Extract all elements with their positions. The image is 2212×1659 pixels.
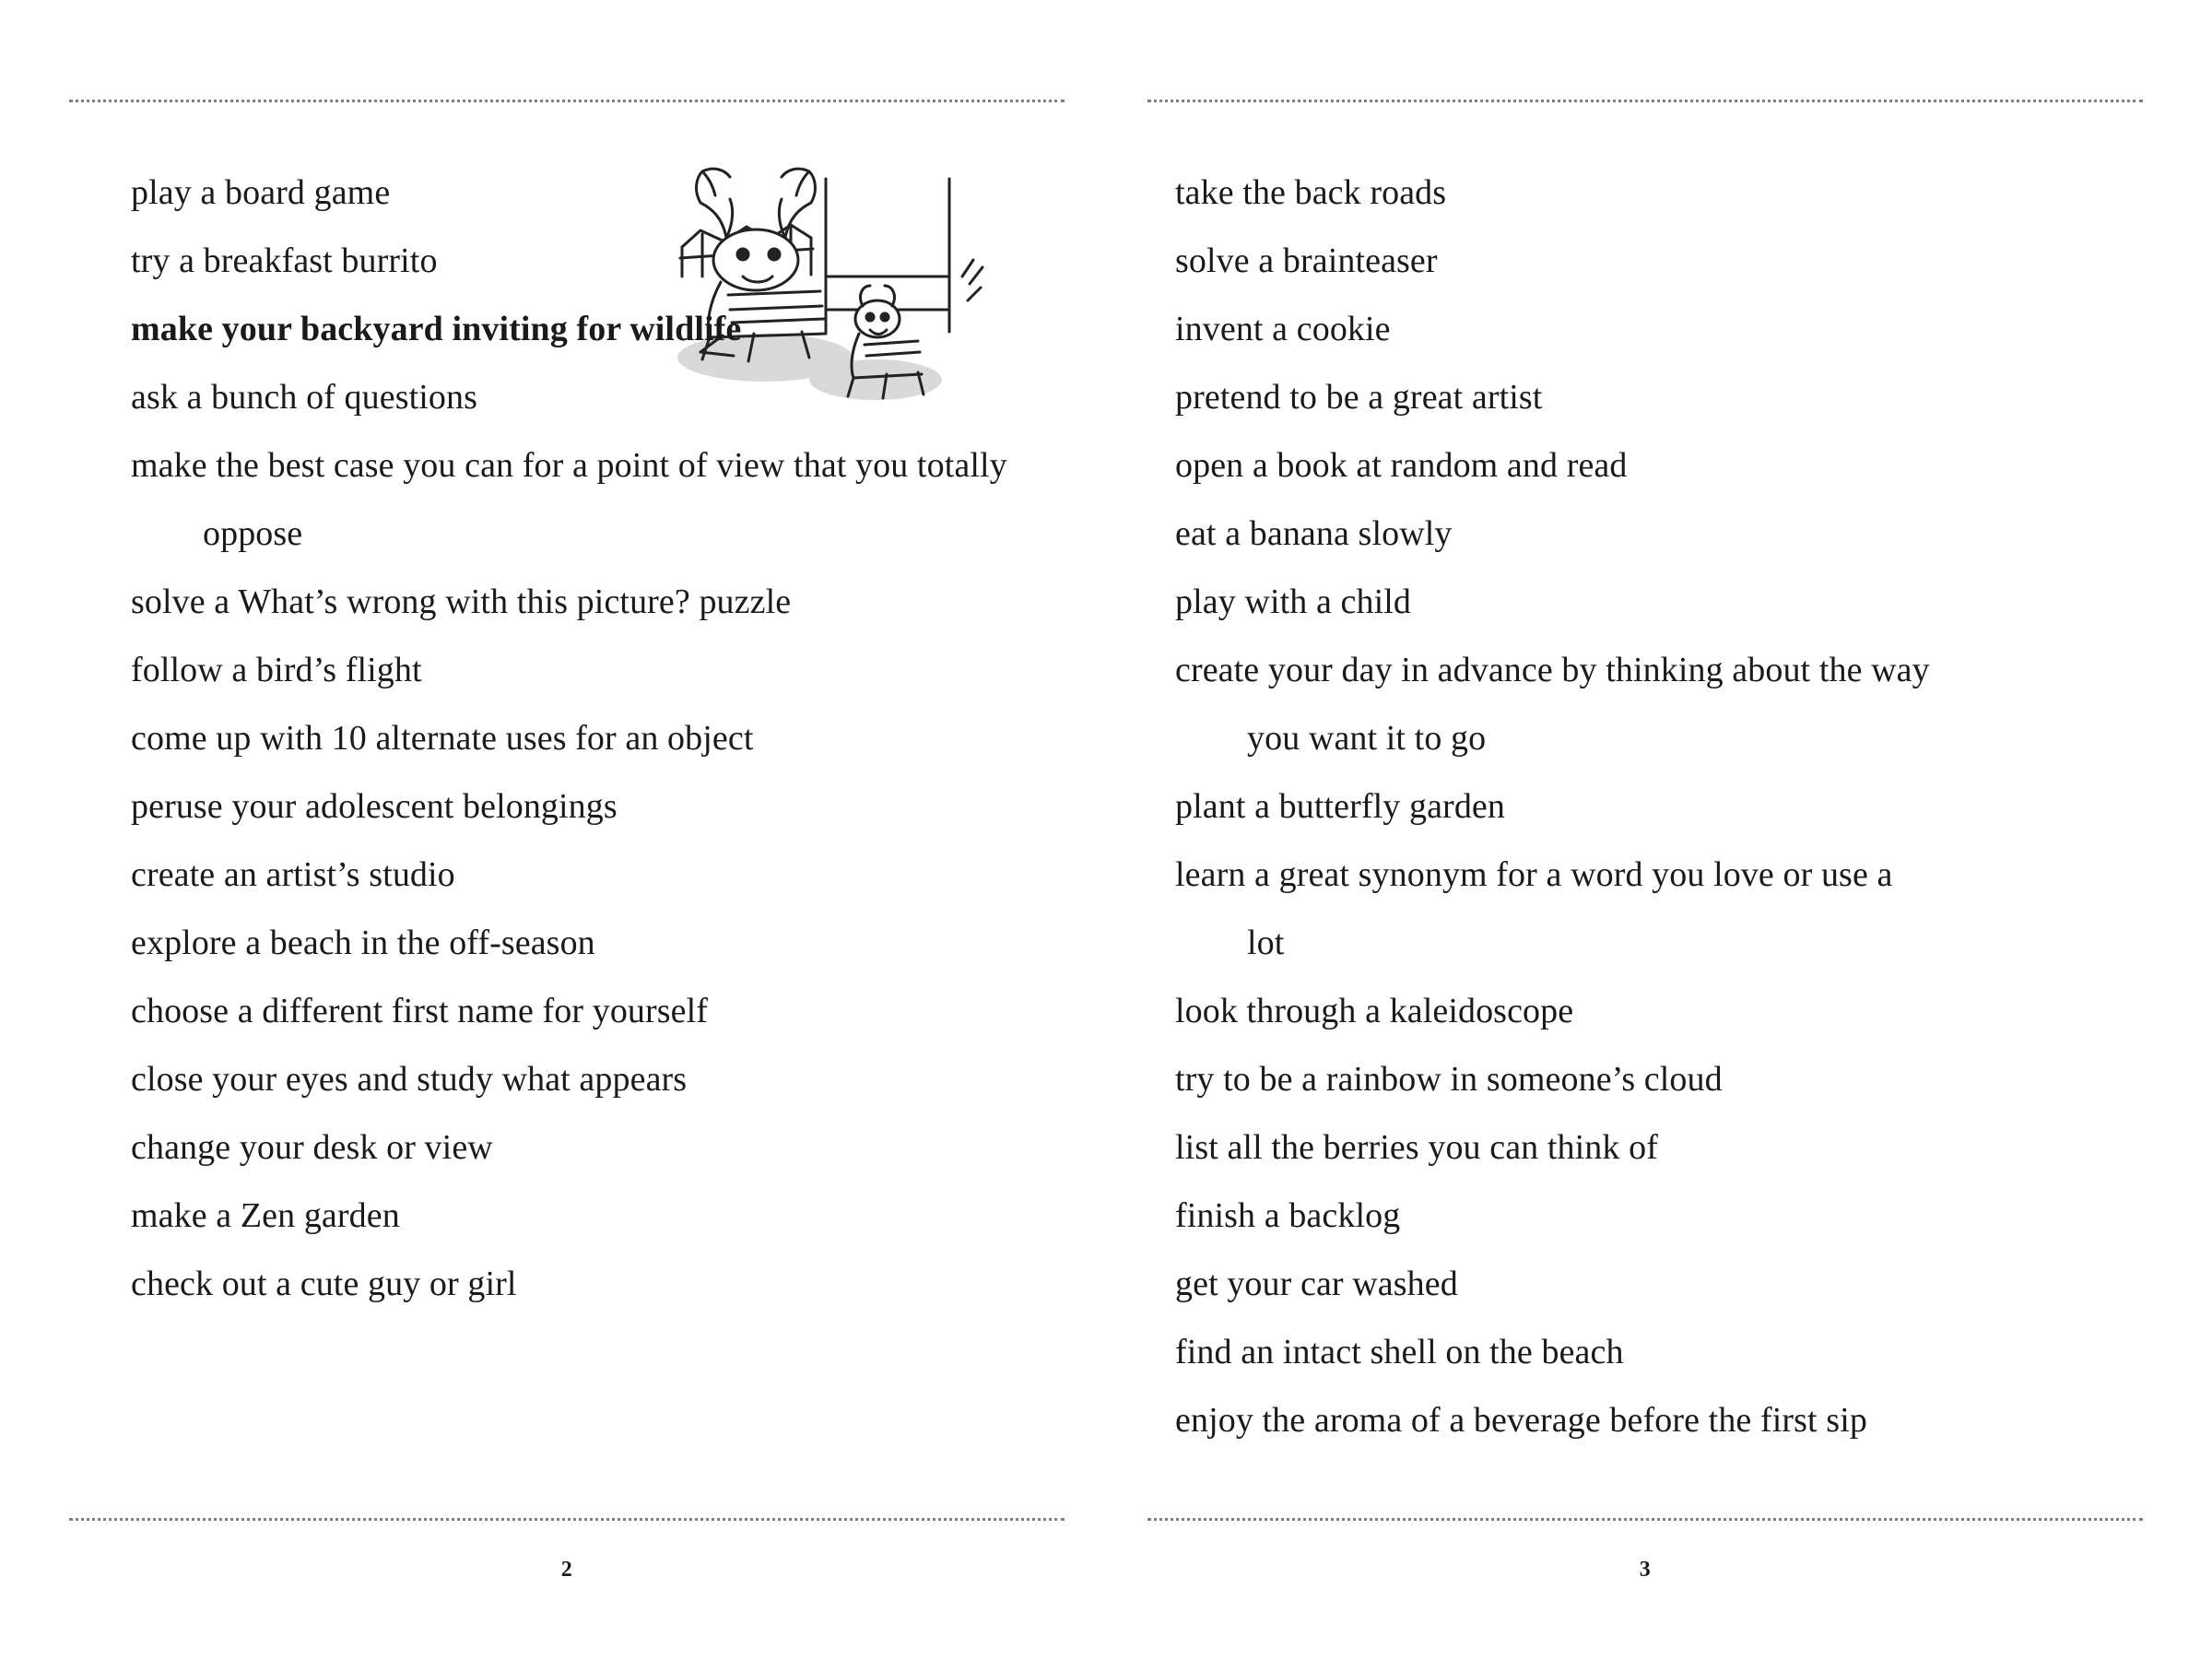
list-item-highlighted: make your backyard inviting for wildlife — [131, 310, 742, 348]
list-item: try a breakfast burrito — [131, 241, 438, 280]
list-item: make a Zen garden — [131, 1196, 400, 1235]
list-item: take the back roads — [1175, 173, 1447, 212]
activity-list-page-3 — [1175, 159, 1931, 1454]
list-item: get your car washed — [1175, 1265, 1458, 1303]
list-item: create an artist’s studio — [131, 855, 455, 894]
page-right — [1106, 0, 2212, 1659]
list-item: look through a kaleidoscope — [1175, 992, 1574, 1030]
list-item: peruse your adolescent belongings — [131, 787, 618, 826]
list-item: open a book at random and read — [1175, 446, 1628, 485]
list-item: solve a brainteaser — [1175, 241, 1438, 280]
list-item: play with a child — [1175, 582, 1412, 621]
list-item: follow a bird’s flight — [131, 651, 422, 689]
list-item: pretend to be a great artist — [1175, 378, 1543, 417]
list-item: come up with 10 alternate uses for an object — [131, 719, 754, 758]
list-item: make the best case you can for a point of view that you totally oppose — [131, 446, 1007, 553]
page-right-bottom-rule — [1147, 1518, 2143, 1521]
list-item: list all the berries you can think of — [1175, 1128, 1658, 1167]
list-item: change your desk or view — [131, 1128, 493, 1167]
list-item: create your day in advance by thinking about the way you want it to go — [1175, 651, 1930, 758]
page-number-right: 3 — [1639, 1558, 1652, 1582]
list-item: explore a beach in the off-season — [131, 924, 595, 962]
list-item: try to be a rainbow in someone’s cloud — [1175, 1060, 1723, 1099]
page-right-content — [1106, 0, 2212, 1659]
list-item: play a board game — [131, 173, 391, 212]
list-item: plant a butterfly garden — [1175, 787, 1505, 826]
page-left-top-rule — [69, 100, 1065, 102]
list-item: finish a backlog — [1175, 1196, 1401, 1235]
activity-list-page-2 — [131, 159, 1065, 1318]
list-item: solve a What’s wrong with this picture? puzzle — [131, 582, 792, 621]
list-item: find an intact shell on the beach — [1175, 1333, 1624, 1371]
page-number-left: 2 — [560, 1558, 573, 1582]
list-item: learn a great synonym for a word you love or use a lot — [1175, 855, 1893, 962]
list-item: choose a different first name for yourself — [131, 992, 709, 1030]
list-item: close your eyes and study what appears — [131, 1060, 688, 1099]
page-right-top-rule — [1147, 100, 2143, 102]
list-item: enjoy the aroma of a beverage before the first sip — [1175, 1401, 1867, 1440]
list-item: check out a cute guy or girl — [131, 1265, 517, 1303]
page-left-bottom-rule — [69, 1518, 1065, 1521]
list-item: ask a bunch of questions — [131, 378, 477, 417]
list-item: invent a cookie — [1175, 310, 1391, 348]
list-item: eat a banana slowly — [1175, 514, 1453, 553]
